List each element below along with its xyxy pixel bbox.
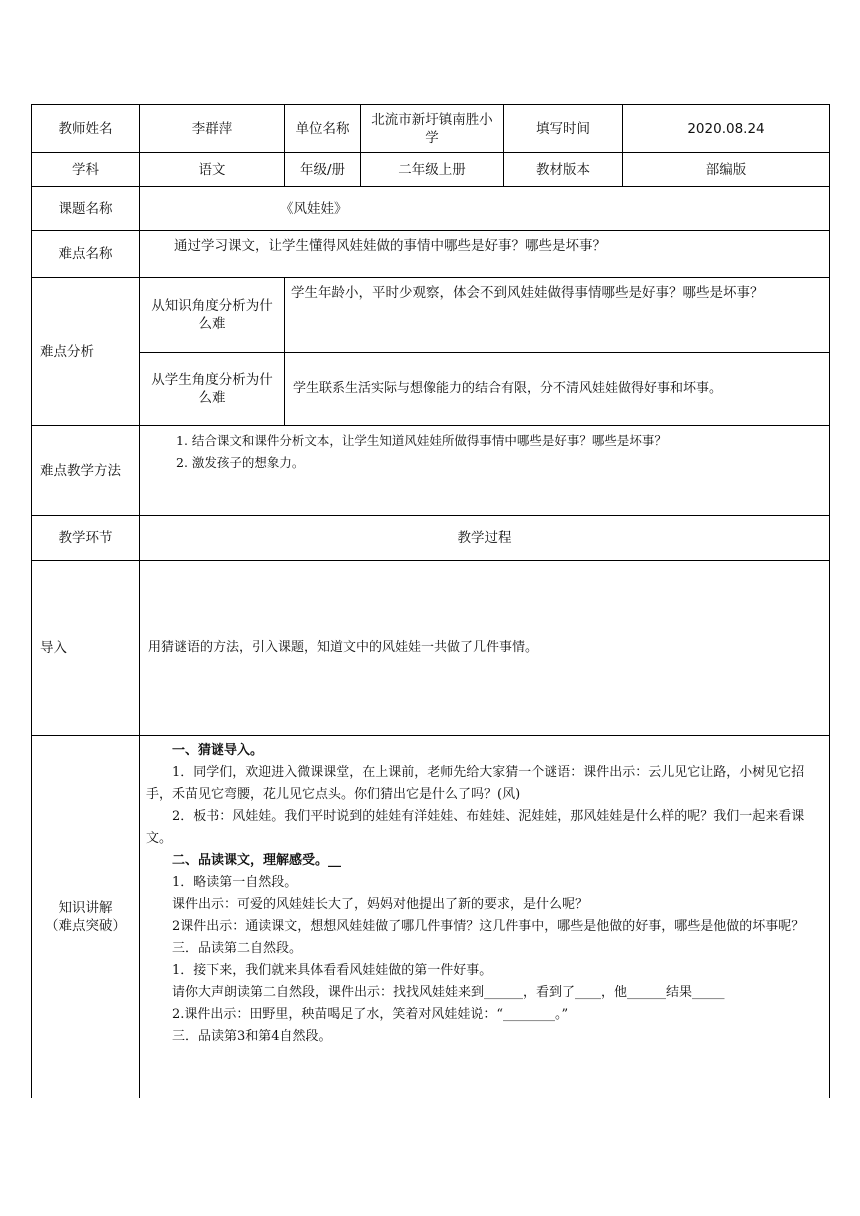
knowledge-angle-label: 从知识角度分析为什么难 xyxy=(140,278,285,353)
lecture-paragraph: 三．品读第二自然段。 xyxy=(172,941,303,956)
subject-label: 学科 xyxy=(32,153,140,187)
grade-value: 二年级上册 xyxy=(361,153,504,187)
topic-row xyxy=(32,187,830,231)
intro-text: 用猜谜语的方法，引入课题，知道文中的风娃娃一共做了几件事情。 xyxy=(140,561,830,736)
teacher-name-label: 教师姓名 xyxy=(32,105,140,153)
unit-value: 北流市新圩镇南胜小学 xyxy=(361,105,504,153)
topic-value: 《风娃娃》 xyxy=(140,187,830,231)
lecture-content xyxy=(140,736,830,1098)
edition-label: 教材版本 xyxy=(504,153,623,187)
analysis-row-2 xyxy=(32,353,830,426)
info-row-2 xyxy=(32,153,830,187)
lecture-paragraph: 课件出示：可爱的风娃娃长大了，妈妈对他提出了新的要求，是什么呢？ xyxy=(172,897,589,912)
student-angle-text: 学生联系生活实际与想像能力的结合有限，分不清风娃娃做得好事和坏事。 xyxy=(285,353,830,426)
subject-value: 语文 xyxy=(140,153,285,187)
edition-value: 部编版 xyxy=(623,153,830,187)
topic-label: 课题名称 xyxy=(32,187,140,231)
lecture-row xyxy=(32,736,830,1098)
method-row xyxy=(32,426,830,516)
intro-row xyxy=(32,561,830,736)
lecture-heading: 一、猜谜导入。 xyxy=(172,743,264,758)
lecture-heading: 二、品读课文，理解感受。__ xyxy=(172,853,342,868)
lecture-label xyxy=(32,736,140,1098)
fill-time-label: 填写时间 xyxy=(504,105,623,153)
lecture-paragraph: 三．品读第3和第4自然段。 xyxy=(172,1029,332,1044)
lecture-paragraph: 2．板书：风娃娃。我们平时说到的娃娃有洋娃娃、布娃娃、泥娃娃，那风娃娃是什么样的呢？我们一起来看课文。 xyxy=(146,809,805,846)
method-item: 1. 结合课文和课件分析文本，让学生知道风娃娃所做得事情中哪些是好事？哪些是坏事？ xyxy=(176,433,667,448)
lecture-paragraph: 请你大声朗读第二自然段，课件出示：找找风娃娃来到______，看到了____，他______结果_____ xyxy=(172,985,725,1000)
analysis-label: 难点分析 xyxy=(32,278,140,426)
method-label: 难点教学方法 xyxy=(32,426,140,516)
student-angle-label: 从学生角度分析为什么难 xyxy=(140,353,285,426)
lecture-label-line1: 知识讲解 xyxy=(58,899,113,916)
process-header-row xyxy=(32,516,830,561)
unit-label: 单位名称 xyxy=(285,105,361,153)
lesson-plan-table xyxy=(31,104,830,1098)
difficulty-row xyxy=(32,231,830,278)
intro-label: 导入 xyxy=(32,561,140,736)
lecture-paragraph: 2课件出示：通读课文，想想风娃娃做了哪几件事情？这几件事中，哪些是他做的好事，哪些是他做的坏事呢？ xyxy=(172,919,805,934)
fill-time-value: 2020.08.24 xyxy=(623,105,830,153)
knowledge-angle-text: 学生年龄小，平时少观察，体会不到风娃娃做得事情哪些是好事？哪些是坏事？ xyxy=(285,278,830,353)
lecture-label-line2: （难点突破） xyxy=(45,917,126,934)
difficulty-label: 难点名称 xyxy=(32,231,140,278)
analysis-row-1 xyxy=(32,278,830,353)
grade-label: 年级/册 xyxy=(285,153,361,187)
teacher-name-value: 李群萍 xyxy=(140,105,285,153)
process-header: 教学过程 xyxy=(140,516,830,561)
difficulty-value: 通过学习课文，让学生懂得风娃娃做的事情中哪些是好事？哪些是坏事？ xyxy=(140,231,830,278)
info-row-1 xyxy=(32,105,830,153)
lecture-paragraph: 1．接下来，我们就来具体看看风娃娃做的第一件好事。 xyxy=(172,963,493,978)
lecture-paragraph: 1．同学们，欢迎进入微课课堂，在上课前，老师先给大家猜一个谜语：课件出示：云儿见它让路，小树见它招手，禾苗见它弯腰，花儿见它点头。你们猜出它是什么了吗？(风) xyxy=(146,765,805,802)
method-item: 2. 激发孩子的想象力。 xyxy=(176,455,305,470)
stage-header: 教学环节 xyxy=(32,516,140,561)
lecture-paragraph: 1．略读第一自然段。 xyxy=(172,875,298,890)
lecture-paragraph: 2.课件出示：田野里，秧苗喝足了水，笑着对风娃娃说：“________。” xyxy=(172,1007,569,1022)
method-list xyxy=(140,426,830,516)
